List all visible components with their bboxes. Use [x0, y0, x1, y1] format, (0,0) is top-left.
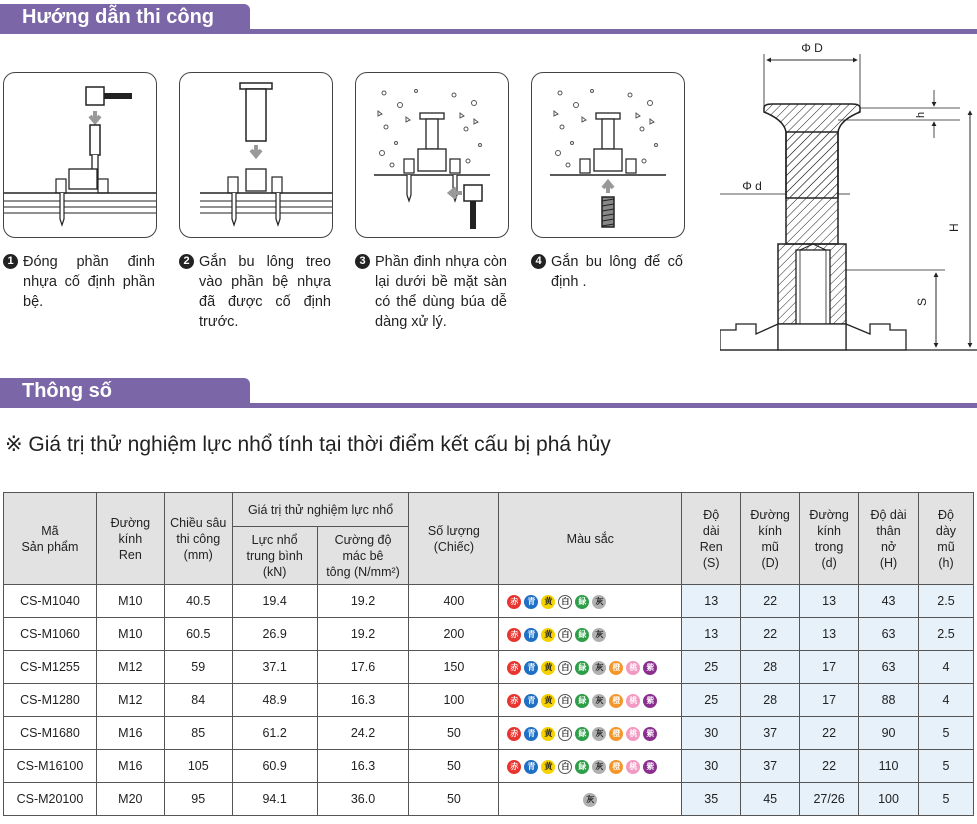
cell-pull-avg: 60.9: [232, 750, 317, 783]
color-swatch-icon: 赤: [507, 661, 521, 675]
cell-pull-avg: 19.4: [232, 585, 317, 618]
cell-cap-d: 28: [741, 651, 800, 684]
cell-inner-d: 17: [800, 684, 859, 717]
step-3-illustration: [355, 72, 509, 238]
color-swatch-icon: 白: [558, 694, 572, 708]
color-swatch-icon: 青: [524, 694, 538, 708]
color-swatch-icon: 桃: [626, 727, 640, 741]
label-body-length: H: [947, 223, 961, 232]
cell-pull-avg: 61.2: [232, 717, 317, 750]
cell-qty: 200: [409, 618, 499, 651]
header-len-s: Độ dài Ren (S): [682, 493, 741, 585]
step-2-caption: [179, 252, 331, 332]
label-cap-diameter: Φ D: [801, 41, 823, 55]
step-text: Đóng phần đinh nhựa cố định phần bệ.: [23, 254, 155, 310]
color-swatch-icon: 橙: [609, 760, 623, 774]
cell-len-s: 35: [682, 783, 741, 816]
header-qty: Số lượng (Chiếc): [409, 493, 499, 585]
color-swatch-icon: 黄: [541, 595, 555, 609]
color-swatch-icon: 黄: [541, 760, 555, 774]
color-swatch-icon: 黄: [541, 727, 555, 741]
cell-cap-h: 2.5: [918, 618, 973, 651]
cell-depth: 95: [164, 783, 232, 816]
spec-section-title: Thông số: [22, 380, 112, 402]
cell-inner-d: 22: [800, 717, 859, 750]
step-1-illustration: [3, 72, 157, 238]
cell-concrete: 19.2: [317, 618, 409, 651]
step-2-illustration: [179, 72, 333, 238]
cell-colors: [499, 618, 682, 651]
cell-cap-h: 5: [918, 750, 973, 783]
cell-thread: M10: [96, 618, 164, 651]
color-swatch-icon: 青: [524, 661, 538, 675]
cell-code: CS-M20100: [4, 783, 97, 816]
color-swatch-icon: 白: [558, 628, 572, 642]
color-swatch-icon: 青: [524, 628, 538, 642]
header-cap-d: Đường kính mũ (D): [741, 493, 800, 585]
cell-inner-d: 13: [800, 585, 859, 618]
cell-qty: 100: [409, 684, 499, 717]
cell-concrete: 16.3: [317, 750, 409, 783]
cell-thread: M16: [96, 750, 164, 783]
cell-code: CS-M16100: [4, 750, 97, 783]
cell-thread: M12: [96, 651, 164, 684]
cell-pull-avg: 48.9: [232, 684, 317, 717]
table-row: [4, 585, 974, 618]
cell-body-h: 100: [859, 783, 919, 816]
table-row: [4, 717, 974, 750]
cell-code: CS-M1060: [4, 618, 97, 651]
cell-depth: 40.5: [164, 585, 232, 618]
cell-len-s: 30: [682, 717, 741, 750]
header-inner-d: Đường kính trong (d): [800, 493, 859, 585]
color-swatch-icon: 紫: [643, 661, 657, 675]
color-swatch-icon: 緑: [575, 595, 589, 609]
step-4-illustration: [531, 72, 685, 238]
color-swatch-icon: 白: [558, 727, 572, 741]
cell-qty: 400: [409, 585, 499, 618]
cell-colors: [499, 783, 682, 816]
color-swatch-icon: 灰: [592, 661, 606, 675]
section-rule: [0, 403, 977, 408]
cell-body-h: 43: [859, 585, 919, 618]
color-swatch-icon: 黄: [541, 661, 555, 675]
step-4-caption: [531, 252, 683, 292]
color-swatch-icon: 青: [524, 727, 538, 741]
cell-code: CS-M1040: [4, 585, 97, 618]
step-text: Phần đinh nhựa còn lại dưới bề mặt sàn có thể dùng búa dễ dàng xử lý.: [375, 254, 507, 330]
label-inner-diameter: Φ d: [742, 179, 762, 193]
test-note: ※ Giá trị thử nghiệm lực nhổ tính tại thời điểm kết cấu bị phá hủy: [5, 433, 611, 456]
cell-code: CS-M1680: [4, 717, 97, 750]
cell-depth: 84: [164, 684, 232, 717]
color-swatch-icon: 紫: [643, 727, 657, 741]
guide-section-header: [0, 4, 977, 34]
cell-cap-d: 37: [741, 717, 800, 750]
cell-colors: [499, 750, 682, 783]
cell-depth: 105: [164, 750, 232, 783]
cell-colors: [499, 717, 682, 750]
cell-depth: 59: [164, 651, 232, 684]
color-swatch-icon: 赤: [507, 694, 521, 708]
table-row: [4, 651, 974, 684]
spec-section-header: [0, 378, 977, 408]
color-swatch-icon: 緑: [575, 694, 589, 708]
color-swatch-icon: 白: [558, 661, 572, 675]
color-swatch-icon: 赤: [507, 595, 521, 609]
color-swatch-icon: 灰: [592, 760, 606, 774]
cell-qty: 50: [409, 717, 499, 750]
color-swatch-icon: 桃: [626, 661, 640, 675]
color-swatch-icon: 緑: [575, 760, 589, 774]
step-number-badge: 2: [179, 254, 194, 269]
color-swatch-icon: 橙: [609, 727, 623, 741]
cell-thread: M12: [96, 684, 164, 717]
section-rule: [0, 29, 977, 34]
cell-cap-d: 45: [741, 783, 800, 816]
color-swatch-icon: 灰: [592, 727, 606, 741]
color-swatch-icon: 橙: [609, 694, 623, 708]
cell-len-s: 13: [682, 618, 741, 651]
color-swatch-icon: 橙: [609, 661, 623, 675]
cell-colors: [499, 585, 682, 618]
header-code: Mã Sản phẩm: [4, 493, 97, 585]
color-swatch-icon: 白: [558, 760, 572, 774]
cell-cap-h: 5: [918, 783, 973, 816]
color-swatch-icon: 緑: [575, 727, 589, 741]
cell-len-s: 30: [682, 750, 741, 783]
table-row: [4, 750, 974, 783]
step-text: Gắn bu lông treo vào phần bệ nhựa đã được cố định trước.: [199, 254, 331, 330]
header-depth: Chiều sâu thi công (mm): [164, 493, 232, 585]
cell-depth: 60.5: [164, 618, 232, 651]
color-swatch-icon: 灰: [592, 595, 606, 609]
cell-body-h: 63: [859, 618, 919, 651]
color-swatch-icon: 緑: [575, 661, 589, 675]
color-swatch-icon: 青: [524, 760, 538, 774]
cell-code: CS-M1280: [4, 684, 97, 717]
color-swatch-icon: 桃: [626, 694, 640, 708]
color-swatch-icon: 灰: [583, 793, 597, 807]
spec-table: [3, 492, 974, 816]
cell-pull-avg: 26.9: [232, 618, 317, 651]
cell-cap-h: 2.5: [918, 585, 973, 618]
color-swatch-icon: 赤: [507, 628, 521, 642]
anchor-dimension-diagram: [720, 38, 977, 356]
header-cap-h: Độ dày mũ (h): [918, 493, 973, 585]
cell-cap-h: 4: [918, 684, 973, 717]
step-number-badge: 3: [355, 254, 370, 269]
label-cap-thickness: h: [915, 111, 927, 118]
cell-cap-d: 22: [741, 618, 800, 651]
cell-pull-avg: 37.1: [232, 651, 317, 684]
color-swatch-icon: 黄: [541, 694, 555, 708]
cell-body-h: 110: [859, 750, 919, 783]
color-swatch-icon: 赤: [507, 760, 521, 774]
cell-len-s: 25: [682, 684, 741, 717]
step-3-caption: [355, 252, 507, 332]
step-number-badge: 4: [531, 254, 546, 269]
table-row: [4, 618, 974, 651]
cell-cap-d: 37: [741, 750, 800, 783]
step-number-badge: 1: [3, 254, 18, 269]
color-swatch-icon: 緑: [575, 628, 589, 642]
cell-thread: M16: [96, 717, 164, 750]
cell-body-h: 88: [859, 684, 919, 717]
cell-inner-d: 22: [800, 750, 859, 783]
color-swatch-icon: 青: [524, 595, 538, 609]
cell-concrete: 17.6: [317, 651, 409, 684]
color-swatch-icon: 灰: [592, 628, 606, 642]
color-swatch-icon: 黄: [541, 628, 555, 642]
cell-pull-avg: 94.1: [232, 783, 317, 816]
color-swatch-icon: 灰: [592, 694, 606, 708]
step-1-caption: [3, 252, 155, 312]
cell-cap-d: 22: [741, 585, 800, 618]
cell-concrete: 16.3: [317, 684, 409, 717]
cell-cap-h: 5: [918, 717, 973, 750]
color-swatch-icon: 桃: [626, 760, 640, 774]
label-thread-length: S: [915, 297, 929, 306]
cell-qty: 50: [409, 750, 499, 783]
cell-inner-d: 13: [800, 618, 859, 651]
color-swatch-icon: 赤: [507, 727, 521, 741]
cell-cap-h: 4: [918, 651, 973, 684]
cell-inner-d: 27/26: [800, 783, 859, 816]
cell-thread: M20: [96, 783, 164, 816]
table-row: [4, 684, 974, 717]
cell-concrete: 36.0: [317, 783, 409, 816]
cell-body-h: 90: [859, 717, 919, 750]
header-concrete: Cường độ mác bê tông (N/mm²): [317, 527, 409, 585]
header-thread: Đường kính Ren: [96, 493, 164, 585]
cell-concrete: 24.2: [317, 717, 409, 750]
cell-body-h: 63: [859, 651, 919, 684]
cell-qty: 50: [409, 783, 499, 816]
cell-colors: [499, 651, 682, 684]
color-swatch-icon: 白: [558, 595, 572, 609]
color-swatch-icon: 紫: [643, 760, 657, 774]
color-swatch-icon: 紫: [643, 694, 657, 708]
cell-thread: M10: [96, 585, 164, 618]
cell-code: CS-M1255: [4, 651, 97, 684]
header-body-h: Độ dài thân nở (H): [859, 493, 919, 585]
header-pull-group: Giá trị thử nghiệm lực nhổ: [232, 493, 409, 527]
header-color: Màu sắc: [499, 493, 682, 585]
cell-colors: [499, 684, 682, 717]
cell-len-s: 13: [682, 585, 741, 618]
cell-depth: 85: [164, 717, 232, 750]
table-row: [4, 783, 974, 816]
cell-inner-d: 17: [800, 651, 859, 684]
cell-qty: 150: [409, 651, 499, 684]
cell-concrete: 19.2: [317, 585, 409, 618]
guide-section-title: Hướng dẫn thi công: [22, 6, 215, 28]
step-text: Gắn bu lông để cố định .: [551, 254, 683, 290]
cell-len-s: 25: [682, 651, 741, 684]
header-pull-avg: Lực nhổ trung bình (kN): [232, 527, 317, 585]
cell-cap-d: 28: [741, 684, 800, 717]
